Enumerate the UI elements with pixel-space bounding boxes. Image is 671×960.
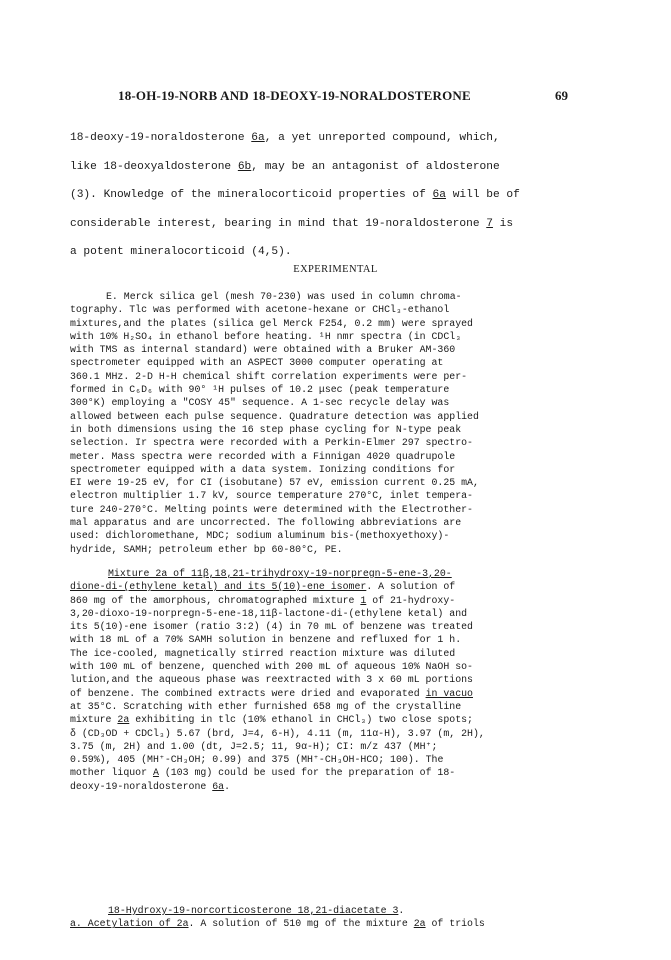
text-line [70,620,618,633]
text-line: ture 240-270°C. Melting points were determined with the Electrother- [70,503,473,515]
underlined-text: 6b [237,160,252,173]
running-header [118,88,568,104]
text-line [70,181,610,210]
text-segment: is [492,217,514,230]
text-line [70,687,618,700]
text-line: 360.1 MHz. 2-D H-H chemical shift correlation experiments were per- [70,370,468,382]
text-segment: exhibiting in tlc (10% ethanol in CHCl₃) two close spots; [129,714,473,726]
section-heading: EXPERIMENTAL [293,264,378,275]
underlined-text: 6a [251,132,265,144]
underlined-text: 6a [212,780,225,792]
text-line [70,780,618,793]
text-line: with TMS as internal standard) were obtained with a Bruker AM-360 [70,344,456,356]
text-segment: . A solution of [366,581,456,593]
text-line [70,238,610,267]
text-segment: mixture [70,714,118,726]
text-segment: (3). Knowledge of the mineralocorticoid properties of [70,189,433,201]
text-line: selection. Ir spectra were recorded with a Perkin-Elmer 297 spectro- [70,437,473,449]
underlined-text: Mixture 2a of 11β,18,21-trihydroxy-19-norpregn-5-ene-3,20- [108,568,452,579]
text-line [70,766,618,779]
text-segment: of 21-hydroxy- [366,594,456,606]
text-segment: mother liquor [70,767,153,779]
text-segment: . [224,780,231,792]
underlined-text: 18-Hydroxy-19-norcorticosterone 18,21-diacetate 3 [108,905,399,916]
text-segment: of benzene. The combined extracts were dried and evaporated [70,687,426,699]
underlined-text: 6a [432,189,446,201]
underlined-text: 7 [486,217,493,230]
text-segment: a potent mineralocorticoid (4,5). [70,246,292,258]
text-line [70,607,618,620]
text-line [70,700,618,713]
text-segment: . [398,905,405,916]
text-line: 300°K) employing a "COSY 45" sequence. A 1-sec recycle delay was [70,397,450,409]
text-segment: , may be an antagonist of aldosterone [251,160,500,173]
intro-paragraph [70,124,610,267]
text-line: used: dichloromethane, MDC; sodium aluminum bis-(methoxyethoxy)- [70,530,450,542]
text-segment: 860 mg of the amorphous, chromatographed mixture [70,594,361,606]
text-segment: lution,and the aqueous phase was reextracted with 3 x 60 mL portions [70,674,473,686]
text-line: spectrometer equipped with a data system. Ionizing conditions for [70,463,456,475]
text-segment: The ice-cooled, magnetically stirred reaction mixture was diluted [70,647,456,659]
mixture-paragraph [70,567,618,793]
text-line [70,753,618,766]
underlined-text: 2a [117,714,130,726]
text-line [70,713,618,726]
text-segment: 18-deoxy-19-noraldosterone [70,132,252,144]
underlined-text: A [152,767,159,779]
text-line [70,917,618,930]
text-line [70,580,618,593]
text-line [70,647,618,660]
text-segment: with 18 mL of a 70% SAMH solution in benzene and refluxed for 1 h. [70,634,462,646]
text-segment: 3.75 (m, 2H) and 1.00 (dt, J=2.5; 11, 9α-H); CI: m/z 437 (MH⁺; [70,740,438,752]
text-line: meter. Mass spectra were recorded with a Finnigan 4020 quadrupole [70,450,456,462]
text-segment: its 5(10)-ene isomer (ratio 3:2) (4) in 70 mL of benzene was treated [70,621,473,633]
text-segment: 0.59%), 405 (MH⁺-CH₃OH; 0.99) and 375 (MH⁺-CH₃OH-HCO; 100). The [70,754,444,766]
text-segment: , a yet unreported compound, which, [264,132,500,144]
text-line [70,673,618,686]
text-line: in both dimensions using the 16 step phase cycling for N-type peak [70,423,462,435]
text-segment: . A solution of 510 mg of the mixture [188,918,414,930]
text-line [70,594,618,607]
text-line: spectrometer equipped with an ASPECT 3000 computer operating at [70,357,444,369]
text-line: allowed between each pulse sequence. Quadrature detection was applied [70,410,479,422]
experimental-paragraph [70,290,618,556]
diacetate-paragraph [70,904,618,931]
text-line: mixtures,and the plates (silica gel Merck F254, 0.2 mm) were sprayed [70,317,473,329]
running-title: 18-OH-19-NORB AND 18-DEOXY-19-NORALDOSTERONE [118,88,471,103]
text-line: formed in C₆D₆ with 90° ¹H pulses of 10.2 μsec (peak temperature [70,384,450,396]
underlined-text: in vacuo [425,687,473,699]
underlined-text: 2a [413,918,426,930]
text-line [70,740,618,753]
text-line [70,727,618,740]
text-line [70,904,618,917]
text-line: E. Merck silica gel (mesh 70-230) was used in column chroma- [106,291,462,302]
text-segment: 3,20-dioxo-19-norpregn-5-ene-18,11β-lactone-di-(ethylene ketal) and [70,607,468,619]
text-line: electron multiplier 1.7 kV, source temperature 270°C, inlet tempera- [70,490,473,502]
underlined-text: a. Acetylation of 2a [70,918,189,930]
text-segment: like 18-deoxyaldosterone [70,160,238,173]
page-number: 69 [555,88,568,103]
text-segment: of triols [425,918,485,930]
underlined-text: 1 [360,594,367,606]
text-line: tography. Tlc was performed with acetone-hexane or CHCl₃-ethanol [70,304,450,316]
text-line: hydride, SAMH; petroleum ether bp 60-80°C, PE. [70,543,343,555]
text-segment: at 35°C. Scratching with ether furnished 658 mg of the crystalline [70,700,462,712]
text-line [70,210,610,239]
text-segment: considerable interest, bearing in mind that 19-noraldosterone [70,217,487,230]
text-line [70,633,618,646]
text-line: EI were 19-25 eV, for CI (isobutane) 57 eV, emission current 0.25 mA, [70,477,479,489]
text-segment: (103 mg) could be used for the preparation of 18- [158,767,456,779]
text-segment: deoxy-19-noraldosterone [70,780,213,792]
text-line [70,567,618,580]
text-line [70,153,610,182]
underlined-text: dione-di-(ethylene ketal) and its 5(10)-ene isomer [70,581,367,593]
text-line: mal apparatus and are uncorrected. The following abbreviations are [70,517,462,529]
text-line [70,660,618,673]
text-line [70,124,610,153]
text-line: with 10% H₂SO₄ in ethanol before heating. ¹H nmr spectra (in CDCl₃ [70,330,462,342]
text-segment: with 100 mL of benzene, quenched with 200 mL of aqueous 10% NaOH so- [70,661,473,673]
text-segment: will be of [445,189,520,201]
text-segment: δ (CD₃OD + CDCl₃) 5.67 (brd, J=4, 6-H), 4.11 (m, 11α-H), 3.97 (m, 2H), [70,727,485,739]
